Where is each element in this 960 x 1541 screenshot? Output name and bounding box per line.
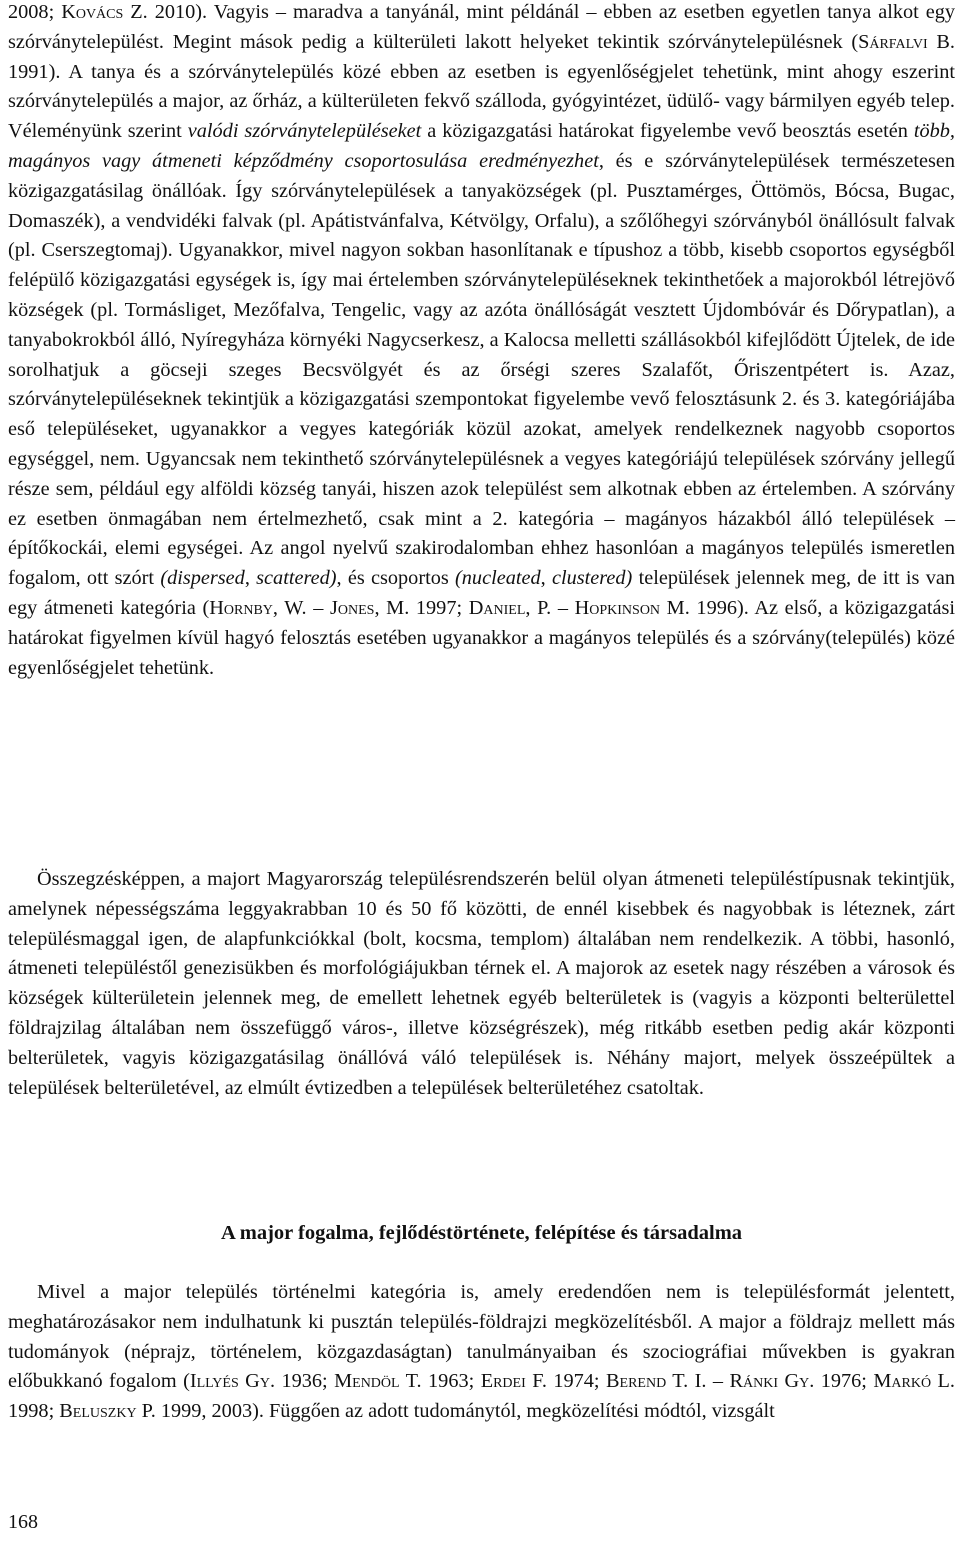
text-run: , W. – — [272, 596, 330, 619]
citation-author: Illyés Gy — [189, 1370, 270, 1393]
emphasized-text: scattered) — [256, 567, 337, 590]
text-run: F. 1974; — [525, 1370, 606, 1393]
citation-author: Hornby — [209, 596, 273, 619]
citation-author: Daniel — [468, 596, 526, 619]
text-run: M. 1996). Az első, a közigazgatási határokat figyelmen kívül hagyó felosztás esetében ugyanakkor a magányos település és a szórvány(település) közé egyenlőségjelet tehetünk. — [8, 596, 955, 679]
citation-author: Mendöl — [334, 1370, 400, 1393]
text-run: , — [540, 567, 552, 590]
paragraph-2 — [8, 865, 955, 1103]
text-run: a közigazgatási határokat figyelembe vevő beosztás esetén — [421, 120, 914, 143]
paragraph-1 — [8, 0, 955, 683]
section-heading: A major fogalma, fejlődéstörténete, felépítése és társadalma — [220, 1222, 743, 1244]
citation-author: Kovács — [61, 1, 124, 23]
text-run: Összegzésképpen, a majort Magyarország településrendszerén belül olyan átmeneti településtípusnak tekintjük, amelynek népességszáma leggyakrabban 10 és 50 fő közötti, de ennél kisebbek és nagyobbak is léteznek, zárt településmaggal igen, de alapfunkciókkal (bolt, kocsma, templom) általában nem rendelkezik. A többi, hasonló, átmeneti településtől genezisükben és morfológiájukban térnek el. A majorok az esetek nagy részében a városok és községek külterületein jelennek meg, de emellett lehetnek egyéb belterületek is (vagyis a központi belterülettel földrajzilag általában nem összefüggő város-, illetve községrészek), még ritkább esetben pedig akár központi belterületek, vagyis közigazgatásilag önállóvá váló települések is. Néhány majort, melyek összeépültek a települések belterületével, az elmúlt évtizedben a települések belterületéhez csatoltak. — [8, 868, 955, 1099]
citation-author: Sárfalvi — [858, 30, 928, 53]
emphasized-text: valódi szórványtelepüléseket — [187, 120, 422, 143]
text-run: , — [244, 567, 257, 590]
citation-author: Erdei — [480, 1370, 526, 1393]
text-run: T. 1963; — [399, 1370, 481, 1393]
text-run: , és csoportos — [336, 567, 456, 590]
text-run: . 1976; — [809, 1370, 874, 1393]
text-run: T. I. – — [666, 1370, 730, 1393]
emphasized-text: clustered) — [551, 567, 633, 590]
emphasized-text: (dispersed — [160, 567, 245, 590]
text-run: , és e szórványtelepülések természetesen közigazgatásilag önállóak. Így szórványtelepülések a tanyaközségek (pl. Pusztamérges, Öttömös, Bócsa, Bugac, Domaszék), a vendvidéki falvak (pl. Apátistvánfalva, Kétvölgy, Orfalu), a szőlőhegyi szórványból önállósult falvak (pl. Cserszegtomaj). Ugyanakkor, mivel nagyon sokban hasonlítanak e típushoz a több, kisebb csoportos egységből felépülő közigazgatási egységek is, így mai értelemben szórványtelepüléseknek tekinthetőek a majorokból létrejövő községek (pl. Tormásliget, Mezőfalva, Tengelic, vagy az azóta önállóságát vesztett Újdombóvár és Dőrypatlan), a tanyabokrokból álló, Nyíregyháza környéki Nagycserkesz, a Kalocsa melletti szállásokból kifejlődött Újtelek, de ide sorolhatjuk a göcseji szeges Becsvölgyét és az őrségi szeres Szalafőt, Őriszentpétert is. Azaz, szórványtelepüléseknek tekintjük a közigazgatási szempontokat figyelembe vevő felosztásunk 2. és 3. kategóriájába eső településeket, ugyanakkor a vegyes kategóriák közül azokat, amelyek rendelkeznek nagyobb csoportos egységgel, nem. Ugyancsak nem tekinthető szórványtelepülésnek a vegyes kategóriájú települések szórvány jellegű része sem, például egy alföldi község tanyái, hiszen azok települést sem alkotnak ebben az értelemben. A szórvány ez esetben önmagában nem értelmezhető, csak mint a 2. kategória – magányos házakból álló települések – építőkockái, elemi egységei. Az angol nyelvű szakirodalomban ehhez hasonlóan a magányos település ismeretlen fogalom, ott szórt — [8, 149, 955, 590]
text-run: . 1936; — [269, 1370, 335, 1393]
citation-author: Berend — [606, 1370, 667, 1393]
page-number: 168 — [8, 1511, 38, 1533]
citation-author: Hopkinson — [574, 596, 661, 619]
citation-author: Beluszky — [59, 1400, 137, 1423]
citation-author: Markó — [873, 1370, 932, 1393]
citation-author: Ránki Gy — [729, 1370, 810, 1393]
emphasized-text: több, magányos vagy átmeneti képződmény csoportosulása eredményezhet — [8, 120, 956, 172]
text-run: , P. – — [525, 596, 575, 619]
text-run: B. 1991). A tanya és a szórványtelepülés közé ebben az esetben is egyenlőségjelet tehetünk, mint ahogy eszerint szórványtelepülés a major, az őrház, a külterületen fekvő szálloda, gyógyintézet, üdülő- vagy bármilyen egyéb telep. Véleményünk szerint — [8, 30, 955, 143]
emphasized-text: (nucleated — [455, 567, 541, 590]
text-run: L. 1998; — [8, 1370, 955, 1423]
citation-author: Jones — [330, 596, 375, 619]
text-run: , M. 1997; — [374, 596, 469, 619]
text-run: P. 1999, 2003). Függően az adott tudománytól, megközelítési módtól, vizsgált — [136, 1400, 775, 1423]
paragraph-3 — [8, 1278, 955, 1427]
text-run: Z. 2010). Vagyis – maradva a tanyánál, mint példánál – ebben az esetben egyetlen tanya alkot egy szórványtelepülést. Megint mások pedig a külterületi lakott helyeket tekintik szórványtelepülésnek ( — [8, 1, 955, 53]
text-run: Mivel a major település történelmi kategória is, amely eredendően nem is településformát jelentett, meghatározásakor nem indulhatunk ki pusztán település-földrajzi megközelítésből. A major a földrajz mellett más tudományok (néprajz, történelem, közgazdaságtan) tanulmányaiban és szociográfiai művekben is gyakran előbukkanó fogalom ( — [8, 1281, 955, 1393]
text-run: 2008; — [8, 1, 62, 23]
text-run: települések jelennek meg, de itt is van egy átmeneti kategória ( — [8, 567, 955, 619]
